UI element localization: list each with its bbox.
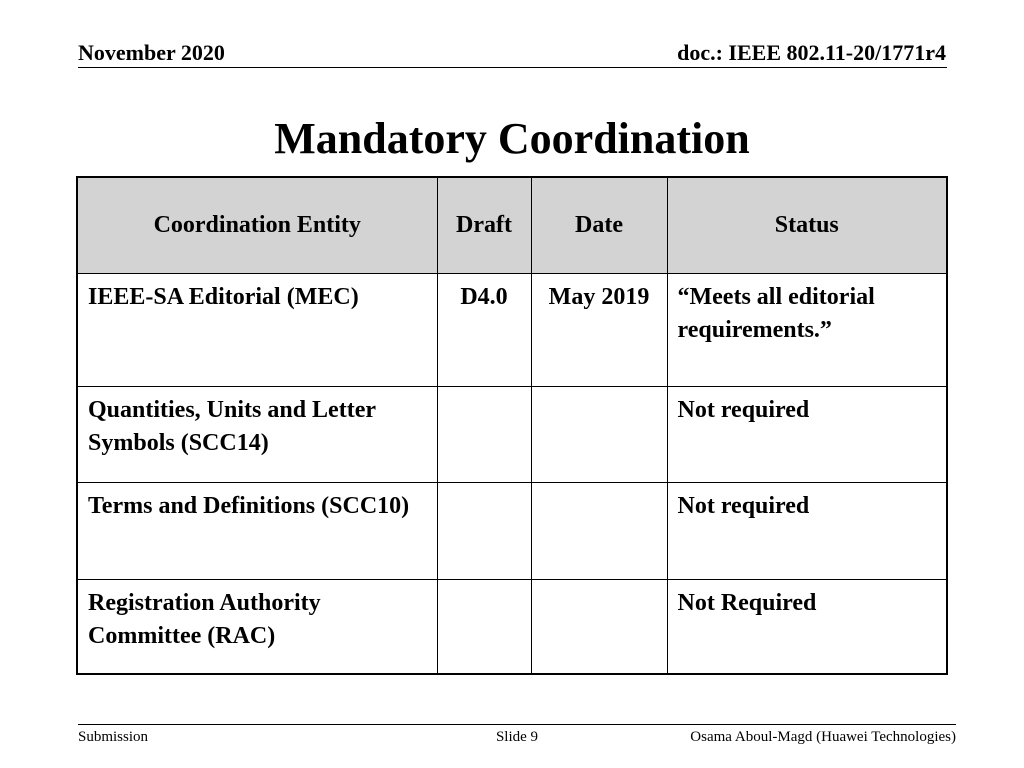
- column-header-date: Date: [531, 178, 667, 273]
- status-cell: Not required: [667, 386, 946, 482]
- table-header-row: [78, 178, 946, 273]
- date-cell: [531, 482, 667, 579]
- entity-cell: Quantities, Units and Letter Symbols (SCC14): [78, 386, 437, 482]
- date-cell: [531, 579, 667, 673]
- header-divider: [78, 67, 947, 68]
- status-cell: Not Required: [667, 579, 946, 673]
- table-row: [78, 273, 946, 386]
- slide-title: Mandatory Coordination: [274, 114, 750, 163]
- table-row: [78, 482, 946, 579]
- draft-cell: D4.0: [437, 273, 531, 386]
- draft-cell: [437, 579, 531, 673]
- column-header-status: Status: [667, 178, 946, 273]
- header-date: November 2020: [78, 40, 225, 65]
- column-header-draft: Draft: [437, 178, 531, 273]
- table-row: [78, 579, 946, 673]
- date-cell: May 2019: [531, 273, 667, 386]
- draft-cell: [437, 386, 531, 482]
- footer-divider: [78, 724, 956, 725]
- entity-cell: IEEE-SA Editorial (MEC): [78, 273, 437, 386]
- footer-author: Osama Aboul-Magd (Huawei Technologies): [690, 729, 956, 745]
- column-header-entity: Coordination Entity: [78, 178, 437, 273]
- coordination-table: [78, 178, 946, 673]
- date-cell: [531, 386, 667, 482]
- status-cell: Not required: [667, 482, 946, 579]
- footer-submission: Submission: [78, 729, 149, 745]
- entity-cell: Terms and Definitions (SCC10): [78, 482, 437, 579]
- entity-cell: Registration Authority Committee (RAC): [78, 579, 437, 673]
- status-cell: “Meets all editorial requirements.”: [667, 273, 946, 386]
- draft-cell: [437, 482, 531, 579]
- table-row: [78, 386, 946, 482]
- header-doc-id: doc.: IEEE 802.11-20/1771r4: [677, 40, 946, 65]
- footer-slide-number: Slide 9: [495, 729, 539, 745]
- coordination-table-frame: [76, 176, 948, 675]
